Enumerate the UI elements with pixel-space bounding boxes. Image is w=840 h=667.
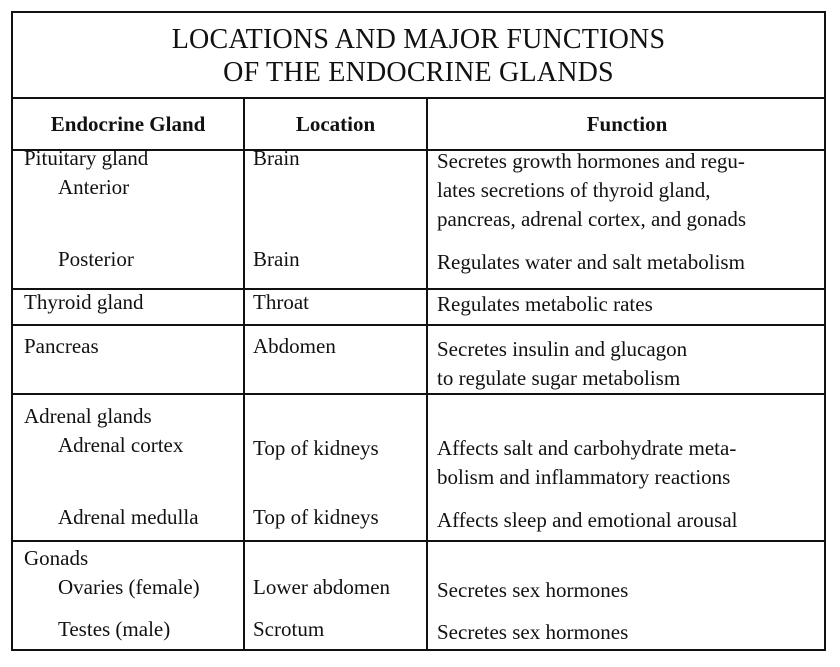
header-endocrine-gland: Endocrine Gland [50, 111, 206, 136]
function-pituitary-anterior-line-2: lates secretions of thyroid gland, [437, 178, 711, 202]
table-title [13, 13, 824, 99]
gland-adrenal-cortex: Adrenal cortex [58, 433, 184, 457]
function-pituitary-anterior-line-3: pancreas, adrenal cortex, and gonads [437, 207, 747, 231]
location-pituitary-posterior: Brain [253, 247, 300, 271]
endocrine-table [11, 11, 826, 651]
table-title-line-2: OF THE ENDOCRINE GLANDS [223, 57, 614, 88]
location-gonads-ovaries: Lower abdomen [253, 575, 391, 599]
function-adrenal-medulla: Affects sleep and emotional arousal [437, 508, 738, 532]
gland-adrenal: Adrenal glands [24, 404, 152, 428]
table-title-line-1: LOCATIONS AND MAJOR FUNCTIONS [171, 24, 666, 55]
gland-pituitary-posterior: Posterior [58, 247, 134, 271]
location-pancreas: Abdomen [253, 334, 336, 358]
gland-gonads-testes: Testes (male) [58, 617, 171, 641]
row-divider-thyroid [13, 324, 824, 326]
gland-thyroid: Thyroid gland [24, 290, 144, 314]
function-pituitary-anterior-line-1: Secretes growth hormones and regu- [437, 149, 745, 173]
function-adrenal-cortex-line-1: Affects salt and carbohydrate meta- [437, 436, 737, 460]
location-gonads-testes: Scrotum [253, 617, 325, 641]
gland-gonads-ovaries: Ovaries (female) [58, 575, 200, 599]
function-thyroid: Regulates metabolic rates [437, 292, 653, 316]
header-location: Location [295, 111, 376, 136]
gland-gonads: Gonads [24, 546, 89, 570]
gland-adrenal-medulla: Adrenal medulla [58, 505, 199, 529]
function-pituitary-posterior: Regulates water and salt metabolism [437, 250, 745, 274]
header-function: Function [586, 111, 668, 136]
gland-pituitary-anterior: Anterior [58, 175, 130, 199]
column-divider-1 [243, 99, 245, 649]
function-gonads-ovaries: Secretes sex hormones [437, 578, 629, 602]
gland-pancreas: Pancreas [24, 334, 99, 358]
function-gonads-testes: Secretes sex hormones [437, 620, 629, 644]
row-divider-pancreas [13, 393, 824, 395]
function-adrenal-cortex-line-2: bolism and inflammatory reactions [437, 465, 731, 489]
location-pituitary-anterior: Brain [253, 146, 300, 170]
location-adrenal-medulla: Top of kidneys [253, 505, 379, 529]
location-adrenal-cortex: Top of kidneys [253, 436, 379, 460]
location-thyroid: Throat [253, 290, 309, 314]
row-divider-adrenal [13, 540, 824, 542]
column-divider-2 [426, 99, 428, 649]
gland-pituitary: Pituitary gland [24, 146, 149, 170]
function-pancreas-line-2: to regulate sugar metabolism [437, 366, 681, 390]
function-pancreas-line-1: Secretes insulin and glucagon [437, 337, 688, 361]
